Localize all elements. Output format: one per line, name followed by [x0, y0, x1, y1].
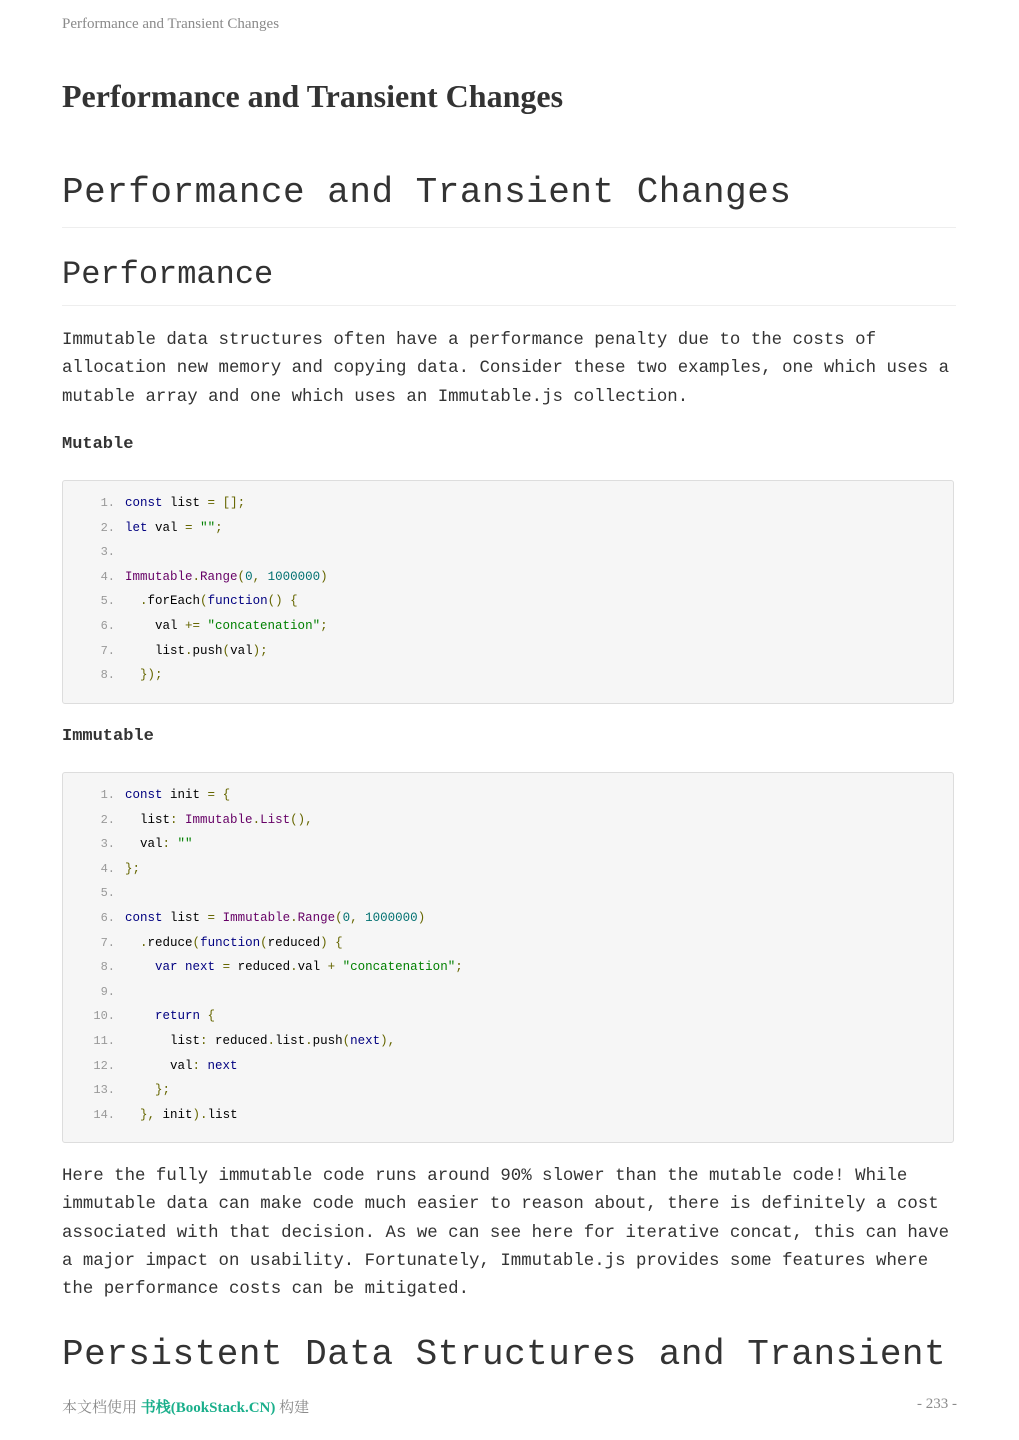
code-text: list: Immutable.List(),	[125, 812, 313, 827]
line-number: 2.	[100, 520, 115, 535]
code-line	[63, 832, 953, 857]
code-text: }, init).list	[140, 1107, 238, 1122]
line-number: 10.	[93, 1009, 115, 1024]
code-text: val: next	[125, 1058, 238, 1073]
intro-paragraph: Immutable data structures often have a performance penalty due to the costs of allocation new memory and copying data. Consider these two examples, one which uses a mutable array and one which uses an Immutable.js collection.	[62, 331, 950, 407]
section-heading-persistent: Persistent Data Structures and Transient	[62, 1334, 947, 1375]
code-line	[63, 906, 953, 931]
chapter-title: Performance and Transient Changes	[62, 78, 564, 114]
line-number: 7.	[100, 643, 115, 658]
line-number: 11.	[93, 1033, 115, 1048]
line-number: 5.	[100, 594, 115, 609]
line-number: 2.	[100, 812, 115, 827]
code-text: };	[125, 861, 141, 876]
code-line	[63, 808, 953, 833]
line-number: 1.	[100, 496, 115, 510]
code-text: const list = Immutable.Range(0, 1000000)	[125, 910, 426, 925]
line-number: 4.	[100, 569, 115, 584]
mutable-heading: Mutable	[62, 435, 134, 454]
code-line	[63, 491, 953, 516]
code-line	[63, 565, 953, 590]
code-line	[63, 614, 953, 639]
code-text: let val = "";	[125, 520, 223, 535]
code-text: val: ""	[125, 837, 193, 852]
code-line	[63, 881, 953, 906]
code-line	[63, 1029, 953, 1054]
code-text: const init = {	[125, 788, 231, 802]
code-text: const list = [];	[125, 496, 246, 510]
code-line	[63, 516, 953, 541]
code-line	[63, 1078, 953, 1103]
code-line	[63, 663, 953, 688]
footer-brand-link[interactable]: 书栈(BookStack.CN)	[140, 1400, 276, 1416]
line-number: 3.	[100, 545, 115, 560]
page-number: - 233 -	[917, 1396, 957, 1412]
line-number: 1.	[100, 788, 115, 802]
code-line	[63, 980, 953, 1005]
code-text: Immutable.Range(0, 1000000)	[125, 569, 328, 584]
immutable-heading: Immutable	[62, 727, 154, 746]
code-line	[63, 1004, 953, 1029]
code-line	[63, 857, 953, 882]
line-number: 8.	[100, 960, 115, 975]
line-number: 6.	[100, 910, 115, 925]
line-number: 3.	[100, 837, 115, 852]
line-number: 9.	[100, 984, 115, 999]
code-line	[63, 955, 953, 980]
outro-paragraph: Here the fully immutable code runs around 90% slower than the mutable code! While immutable data can make code much easier to reason about, there is definitely a cost associated with that decision. As we can see here for iterative concat, this can have a major impact on usability. Fortunately, Immutable.js provides some features where the performance costs can be mitigated.	[62, 1167, 950, 1300]
code-text: .reduce(function(reduced) {	[140, 935, 343, 950]
code-text: val += "concatenation";	[125, 618, 328, 633]
subsection-heading-performance: Performance	[62, 256, 956, 306]
footer-prefix: 本文档使用	[62, 1400, 141, 1416]
code-line	[63, 931, 953, 956]
line-number: 13.	[93, 1083, 115, 1098]
footer-credit	[62, 1396, 309, 1417]
code-text: });	[140, 668, 163, 683]
code-text: };	[155, 1083, 171, 1098]
code-line	[63, 540, 953, 565]
section-heading-main: Performance and Transient Changes	[62, 172, 956, 228]
line-number: 14.	[93, 1107, 115, 1122]
running-header: Performance and Transient Changes	[62, 16, 280, 32]
line-number: 5.	[100, 886, 115, 901]
line-number: 8.	[100, 668, 115, 683]
code-line	[63, 1054, 953, 1079]
code-line	[63, 783, 953, 808]
code-line	[63, 1103, 953, 1128]
line-number: 12.	[93, 1058, 115, 1073]
code-text: var next = reduced.val + "concatenation";	[155, 960, 463, 975]
mutable-code-block	[62, 480, 954, 704]
line-number: 7.	[100, 935, 115, 950]
code-text: list.push(val);	[125, 643, 268, 658]
code-text: return {	[155, 1009, 216, 1024]
immutable-code-block	[62, 772, 954, 1143]
code-line	[63, 639, 953, 664]
line-number: 4.	[100, 861, 115, 876]
footer-suffix: 构建	[275, 1400, 310, 1416]
line-number: 6.	[100, 618, 115, 633]
code-text: list: reduced.list.push(next),	[125, 1033, 396, 1048]
code-line	[63, 589, 953, 614]
code-text: .forEach(function() {	[140, 594, 298, 609]
